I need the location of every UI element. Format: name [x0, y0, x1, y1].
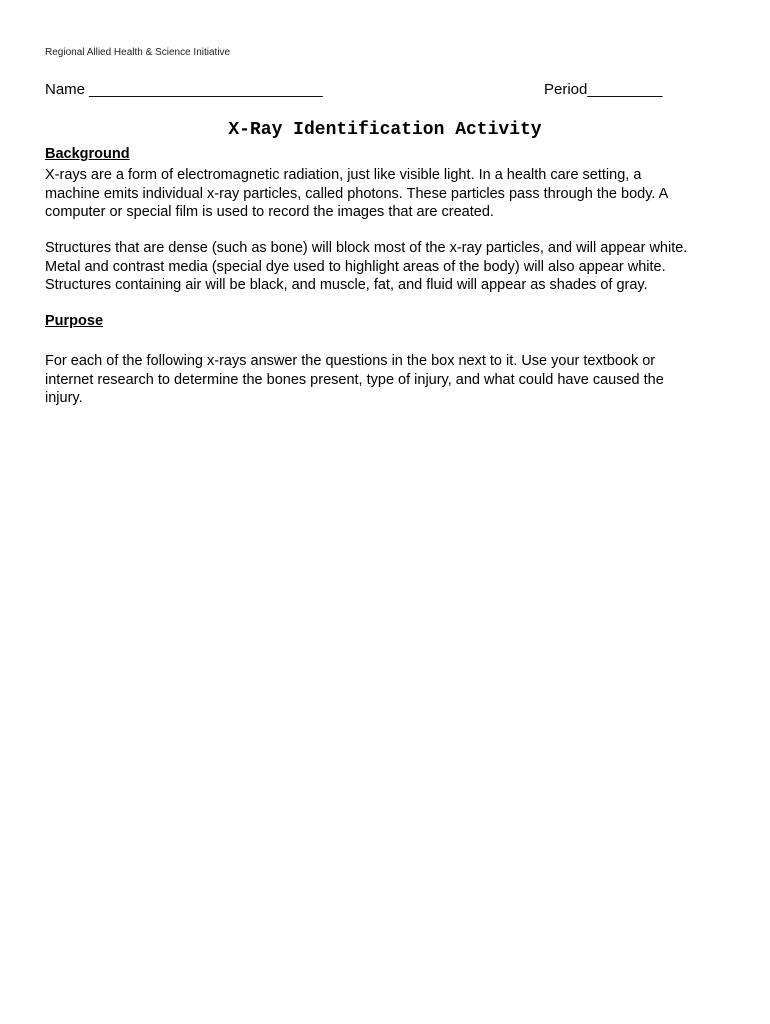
text-line: computer or special film is used to record the images that are created.: [45, 204, 494, 220]
period-field: Period_________: [544, 81, 663, 98]
background-paragraph-1: [45, 166, 735, 222]
page-title: X-Ray Identification Activity: [228, 120, 542, 140]
organization-header: Regional Allied Health & Science Initiative: [45, 47, 231, 58]
text-line: Metal and contrast media (special dye used to highlight areas of the body) will also appear white.: [45, 258, 666, 275]
purpose-paragraph: [45, 352, 735, 408]
background-paragraph-2: [45, 239, 735, 295]
purpose-heading: Purpose: [45, 313, 104, 329]
text-line: Structures that are dense (such as bone) will block most of the x-ray particles, and will appear white.: [45, 240, 688, 256]
background-heading: Background: [45, 146, 130, 162]
text-line: For each of the following x-rays answer the questions in the box next to it. Use your textbook or: [45, 353, 656, 369]
text-line: X-rays are a form of electromagnetic radiation, just like visible light. In a health care setting, a: [45, 167, 642, 183]
text-line: internet research to determine the bones present, type of injury, and what could have caused the: [45, 371, 664, 388]
text-line: Structures containing air will be black, and muscle, fat, and fluid will appear as shades of gray.: [45, 277, 648, 293]
name-field: Name ____________________________: [45, 81, 323, 98]
text-line: machine emits individual x-ray particles, called photons. These particles pass through the body. A: [45, 185, 669, 202]
text-line: injury.: [45, 390, 83, 406]
